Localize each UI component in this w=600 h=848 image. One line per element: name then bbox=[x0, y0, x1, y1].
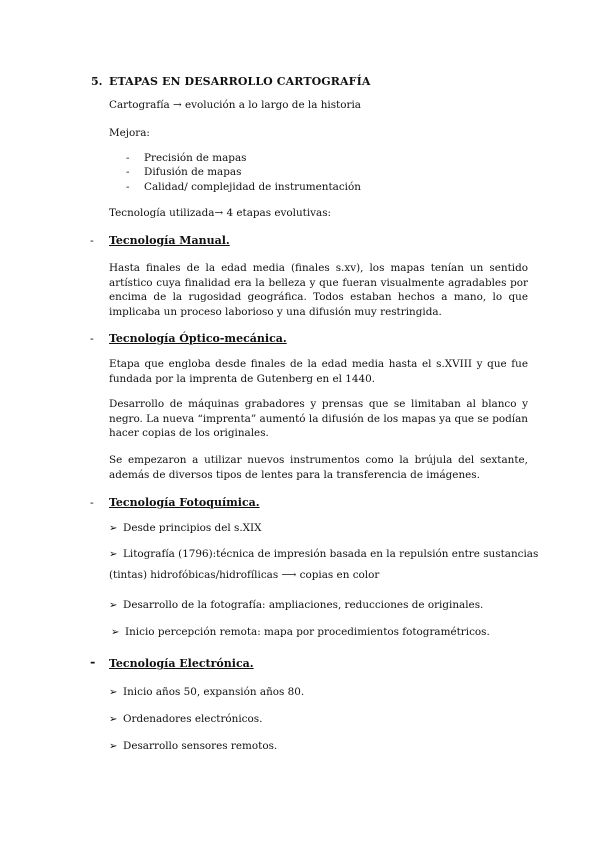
heading-dash: - bbox=[90, 496, 94, 509]
list-item: ➢ Inicio años 50, expansión años 80. bbox=[109, 685, 304, 701]
list-item: ➢ Inicio percepción remota: mapa por procedimientos fotogramétricos. bbox=[111, 625, 490, 641]
tecnologia-line: Tecnología utilizada→ 4 etapas evolutivas: bbox=[109, 207, 332, 219]
heading-dash: - bbox=[90, 332, 94, 345]
arrow-bullet-icon: ➢ bbox=[109, 741, 118, 752]
cartografia-line: Cartografía → evolución a lo largo de la historia bbox=[109, 99, 361, 111]
paragraph-optico-3: Se empezaron a utilizar nuevos instrumentos como la brújula del sextante, además de diversos tipos de lentes para la transferencia de imágenes. bbox=[109, 454, 528, 481]
mejora-item: Difusión de mapas bbox=[144, 166, 242, 178]
heading-electronica: Tecnología Electrónica. bbox=[109, 657, 254, 670]
arrow-bullet-icon: ➢ bbox=[111, 627, 120, 638]
arrow-bullet-icon: ➢ bbox=[109, 687, 118, 698]
heading-manual: Tecnología Manual. bbox=[109, 234, 230, 247]
section-title: ETAPAS EN DESARROLLO CARTOGRAFÍA bbox=[109, 75, 371, 88]
mejora-item: Precisión de mapas bbox=[144, 152, 247, 164]
mejora-dash: - bbox=[126, 152, 130, 164]
heading-fotoquimica: Tecnología Fotoquímica. bbox=[109, 496, 260, 509]
arrow-bullet-icon: ➢ bbox=[109, 600, 118, 611]
mejora-dash: - bbox=[126, 166, 130, 178]
heading-dash: - bbox=[90, 234, 94, 247]
list-item: ➢ Litografía (1796):técnica de impresión basada en la repulsión entre sustancias bbox=[109, 547, 528, 563]
paragraph-optico-1: Etapa que engloba desde finales de la edad media hasta el s.XVIII y que fue fundada por la imprenta de Gutenberg en el 1440. bbox=[109, 358, 528, 385]
paragraph-manual: Hasta finales de la edad media (finales s.xv), los mapas tenían un sentido artístico cuya finalidad era la belleza y que fueran visualmente agradables por encima de la rugosidad geográfica. Todos estaban hechos a mano, lo que implicaba un proceso laborioso y una difusión muy restringida. bbox=[109, 262, 528, 318]
mejora-label: Mejora: bbox=[109, 127, 150, 139]
mejora-dash: - bbox=[126, 181, 130, 193]
mejora-item: Calidad/ complejidad de instrumentación bbox=[144, 181, 361, 193]
arrow-bullet-icon: ➢ bbox=[109, 523, 118, 534]
arrow-bullet-icon: ➢ bbox=[109, 549, 118, 560]
arrow-bullet-icon: ➢ bbox=[109, 714, 118, 725]
section-number: 5. bbox=[91, 75, 103, 88]
list-item: ➢ Desarrollo de la fotografía: ampliaciones, reducciones de originales. bbox=[109, 598, 483, 614]
list-item: ➢ Desde principios del s.XIX bbox=[109, 521, 262, 537]
list-item: ➢ Ordenadores electrónicos. bbox=[109, 712, 262, 728]
list-item-continuation: (tintas) hidrofóbicas/hidrofílicas ⟶ copias en color bbox=[109, 569, 380, 581]
paragraph-optico-2: Desarrollo de máquinas grabadores y prensas que se limitaban al blanco y negro. La nueva “imprenta” aumentó la difusión de los mapas ya que se podían hacer copias de los originales. bbox=[109, 398, 528, 439]
heading-optico-mecanica: Tecnología Óptico-mecánica. bbox=[109, 332, 287, 345]
list-item: ➢ Desarrollo sensores remotos. bbox=[109, 739, 277, 755]
heading-dash: - bbox=[90, 655, 96, 670]
